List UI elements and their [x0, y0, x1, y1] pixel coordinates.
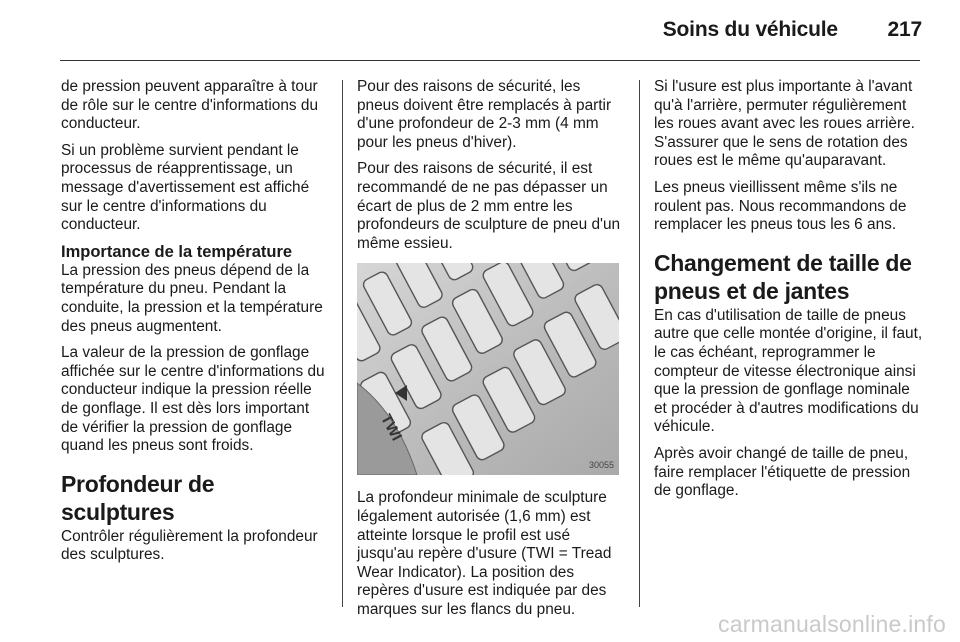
column-2 — [357, 78, 625, 628]
paragraph: Si un problème survient pendant le processus de réapprentissage, un message d'avertissement est affiché sur le centre d'informations du conducteur. — [61, 141, 310, 234]
paragraph: Contrôler régulièrement la profondeur des sculptures. — [61, 527, 318, 564]
heading-tread-depth: Profondeur de sculptures — [61, 470, 215, 525]
column-1 — [61, 78, 329, 573]
paragraph: La profondeur minimale de sculpture légalement autorisée (1,6 mm) est atteinte lorsque le profil est usé jusqu'au repère d'usure (TWI = Tread Wear Indicator). La position des repères d'usure est indiquée par des marques sur les flancs du pneu. — [357, 489, 612, 618]
paragraph: Pour des raisons de sécurité, les pneus doivent être remplacés à partir d'une profondeur de 2-3 mm (4 mm pour les pneus d'hiver). — [357, 78, 612, 151]
paragraph: Après avoir changé de taille de pneu, faire remplacer l'étiquette de pression de gonflage. — [654, 444, 911, 500]
paragraph: Si l'usure est plus importante à l'avant qu'à l'arrière, permuter régulièrement les roues avant avec les roues arrière. S'assurer que le sens de rotation des roues est le même qu'auparavant. — [654, 78, 915, 170]
paragraph: La valeur de la pression de gonflage affichée sur le centre d'informations du conducteur indique la pression réelle de gonflage. Il est dès lors important de vérifier la pression de gonflage quand les pneus sont froids. — [61, 344, 325, 455]
page-header — [663, 18, 922, 42]
paragraph: En cas d'utilisation de taille de pneus autre que celle montée d'origine, il faut, le cas échéant, reprogrammer le compteur de vitesse électronique ainsi que la pression de gonflage nominale et procéder à d'autres modifications du véhicule. — [654, 306, 923, 436]
column-divider-1 — [342, 80, 343, 607]
paragraph: Pour des raisons de sécurité, il est recommandé de ne pas dépasser un écart de plus de 2 mm entre les profondeurs de sculpture de pneu d'un même essieu. — [357, 160, 621, 252]
tire-tread-illustration — [357, 263, 619, 475]
subheading-temperature: Importance de la température — [61, 242, 293, 261]
column-divider-2 — [639, 80, 640, 607]
section-title: Soins du véhicule — [662, 18, 838, 41]
paragraph: de pression peuvent apparaître à tour de rôle sur le centre d'informations du conducteur. — [61, 78, 319, 133]
watermark: carmanualsonline.info — [718, 611, 946, 637]
figure-code: 30055 — [589, 460, 615, 471]
twi-label: TWI — [377, 411, 406, 445]
paragraph: La pression des pneus dépend de la température du pneu. Pendant la conduite, la pression et la température des pneus augmentent. — [61, 261, 323, 335]
heading-tire-size-change: Changement de taille de pneus et de jantes — [654, 249, 912, 304]
paragraph: Les pneus vieillissent même s'ils ne roulent pas. Nous recommandons de remplacer les pneus tous les 6 ans. — [654, 178, 907, 234]
column-3 — [654, 78, 924, 509]
page-number: 217 — [887, 18, 922, 41]
header-rule — [60, 60, 920, 61]
